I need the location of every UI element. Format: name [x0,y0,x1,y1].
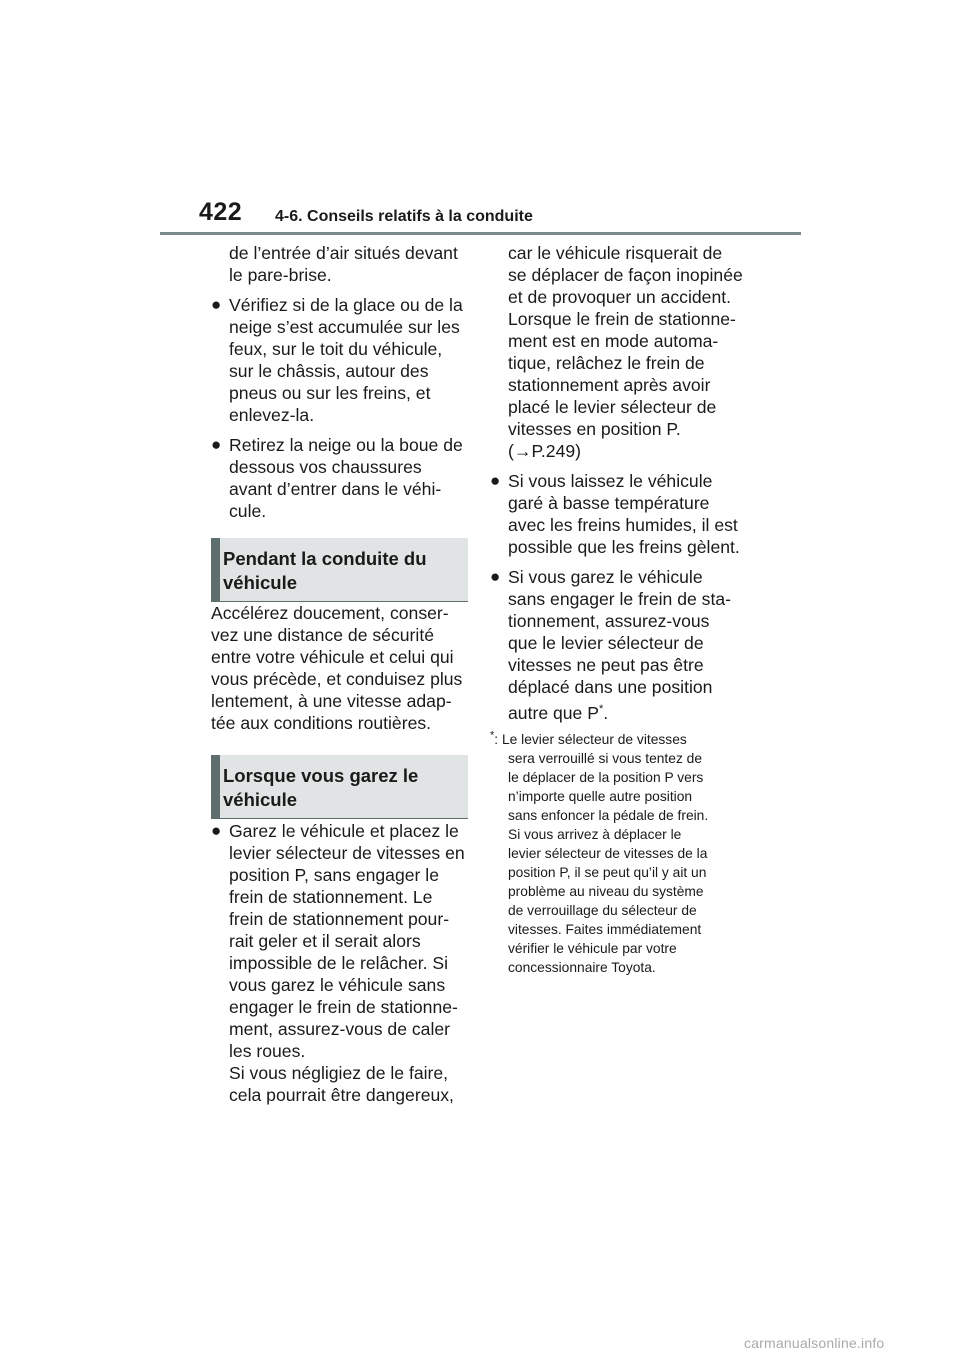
text-fragment: : Le levier sélecteur de vitesses [494,732,687,747]
footnote-line: position P, il se peut qu’il y ait un [508,865,707,880]
footnote-line: Si vous arrivez à déplacer le [508,827,682,842]
continuation-text [490,242,760,462]
text-line: et de provoquer un accident. [508,287,732,307]
bullet-item [211,434,473,522]
text-line: se déplacer de façon inopinée [508,265,743,285]
text-line: Si vous laissez le véhicule [508,471,713,491]
footnote-line: vérifier le véhicule par votre [508,941,677,956]
footnote-line: problème au niveau du système [508,884,704,899]
text-line: frein de stationnement. Le [229,887,433,907]
parking-bullets [211,812,473,1106]
text-line: déplacé dans une position [508,677,713,697]
text-line: Accélérez doucement, conser- [211,603,449,623]
page-reference: (→P.249) [508,441,582,461]
bullet-icon: ● [490,471,501,490]
text-line: engager le frein de stationne- [229,997,458,1017]
text-line: entre votre véhicule et celui qui [211,647,454,667]
footnote-line: levier sélecteur de vitesses de la [508,846,708,861]
text-line: que le levier sélecteur de [508,633,704,653]
footnote-line: vitesses. Faites immédiatement [508,922,702,937]
text-fragment: autre que P [508,703,599,723]
bullet-icon: ● [490,567,501,586]
text-line: levier sélecteur de vitesses en [229,843,465,863]
text-line [508,702,760,724]
text-line: rait geler et il serait alors [229,931,421,951]
text-line: de l’entrée d’air situés devant [229,243,458,263]
text-line: Retirez la neige ou la boue de [229,435,463,455]
text-line: vitesses ne peut pas être [508,655,704,675]
section-title: 4-6. Conseils relatifs à la conduite [275,208,533,225]
text-line: position P, sans engager le [229,865,439,885]
page-number: 422 [199,198,243,226]
text-line: vous garez le véhicule sans [229,975,446,995]
text-line: ment est en mode automa- [508,331,719,351]
text-line: vez une distance de sécurité [211,625,434,645]
heading-line: Lorsque vous garez le [223,765,419,786]
text-line: stationnement après avoir [508,375,711,395]
continuation-text [211,242,473,286]
text-line: tique, relâchez le frein de [508,353,705,373]
section-heading-parking [211,755,468,819]
footnote-line: sera verrouillé si vous tentez de [508,751,703,766]
text-line: Vérifiez si de la glace ou de la [229,295,463,315]
text-line: les roues. [229,1041,306,1061]
left-column [211,242,473,522]
text-line: Si vous garez le véhicule [508,567,703,587]
text-line: sans engager le frein de sta- [508,589,731,609]
text-line: dessous vos chaussures [229,457,422,477]
right-column [490,242,760,977]
bullet-icon: ● [211,435,222,454]
text-line: tée aux conditions routières. [211,713,432,733]
text-line: tionnement, assurez-vous [508,611,710,631]
text-line: avant d’entrer dans le véhi- [229,479,442,499]
footnote-line: le déplacer de la position P vers [508,770,704,785]
text-line: neige s’est accumulée sur les [229,317,460,337]
heading-line: véhicule [223,789,298,810]
header-rule [160,232,801,235]
text-line: Garez le véhicule et placez le [229,821,459,841]
text-line: le pare-brise. [229,265,332,285]
footnote-line: de verrouillage du sélecteur de [508,903,697,918]
text-line: avec les freins humides, il est [508,515,738,535]
text-line: feux, sur le toit du véhicule, [229,339,443,359]
text-line: enlevez-la. [229,405,315,425]
text-line: ment, assurez-vous de caler [229,1019,450,1039]
footnote-line: sans enfoncer la pédale de frein. [508,808,709,823]
text-line: lentement, à une vitesse adap- [211,691,452,711]
text-line: possible que les freins gèlent. [508,537,740,557]
text-line: sur le châssis, autour des [229,361,429,381]
section-heading-driving [211,538,468,602]
text-line: Si vous négligiez de le faire, [229,1063,449,1083]
text-line: Lorsque le frein de stationne- [508,309,736,329]
footnote-marker: * [490,729,495,742]
watermark-logo: carmanualsonline.info [744,1335,885,1351]
text-line: cule. [229,501,267,521]
bullet-icon: ● [211,295,222,314]
bullet-item [490,566,760,724]
text-line: car le véhicule risquerait de [508,243,723,263]
footnote-line: n’importe quelle autre position [508,789,693,804]
driving-paragraph [211,602,473,734]
footnote-line [490,730,760,749]
heading-line: véhicule [223,572,298,593]
bullet-item [490,470,760,558]
bullet-icon: ● [211,821,222,840]
text-line: garé à basse température [508,493,710,513]
text-fragment: . [603,703,609,723]
text-line: cela pourrait être dangereux, [229,1085,454,1105]
heading-line: Pendant la conduite du [223,548,427,569]
footnote [490,730,760,977]
footnote-line: concessionnaire Toyota. [508,960,656,975]
text-line: pneus ou sur les freins, et [229,383,431,403]
text-line: frein de stationnement pour- [229,909,450,929]
text-line: vitesses en position P. [508,419,681,439]
text-line: impossible de le relâcher. Si [229,953,449,973]
footnote-marker: * [598,703,604,716]
text-line: vous précède, et conduisez plus [211,669,463,689]
footnote-body [490,749,760,977]
bullet-item [211,820,473,1106]
text-line: placé le levier sélecteur de [508,397,717,417]
bullet-item [211,294,473,426]
